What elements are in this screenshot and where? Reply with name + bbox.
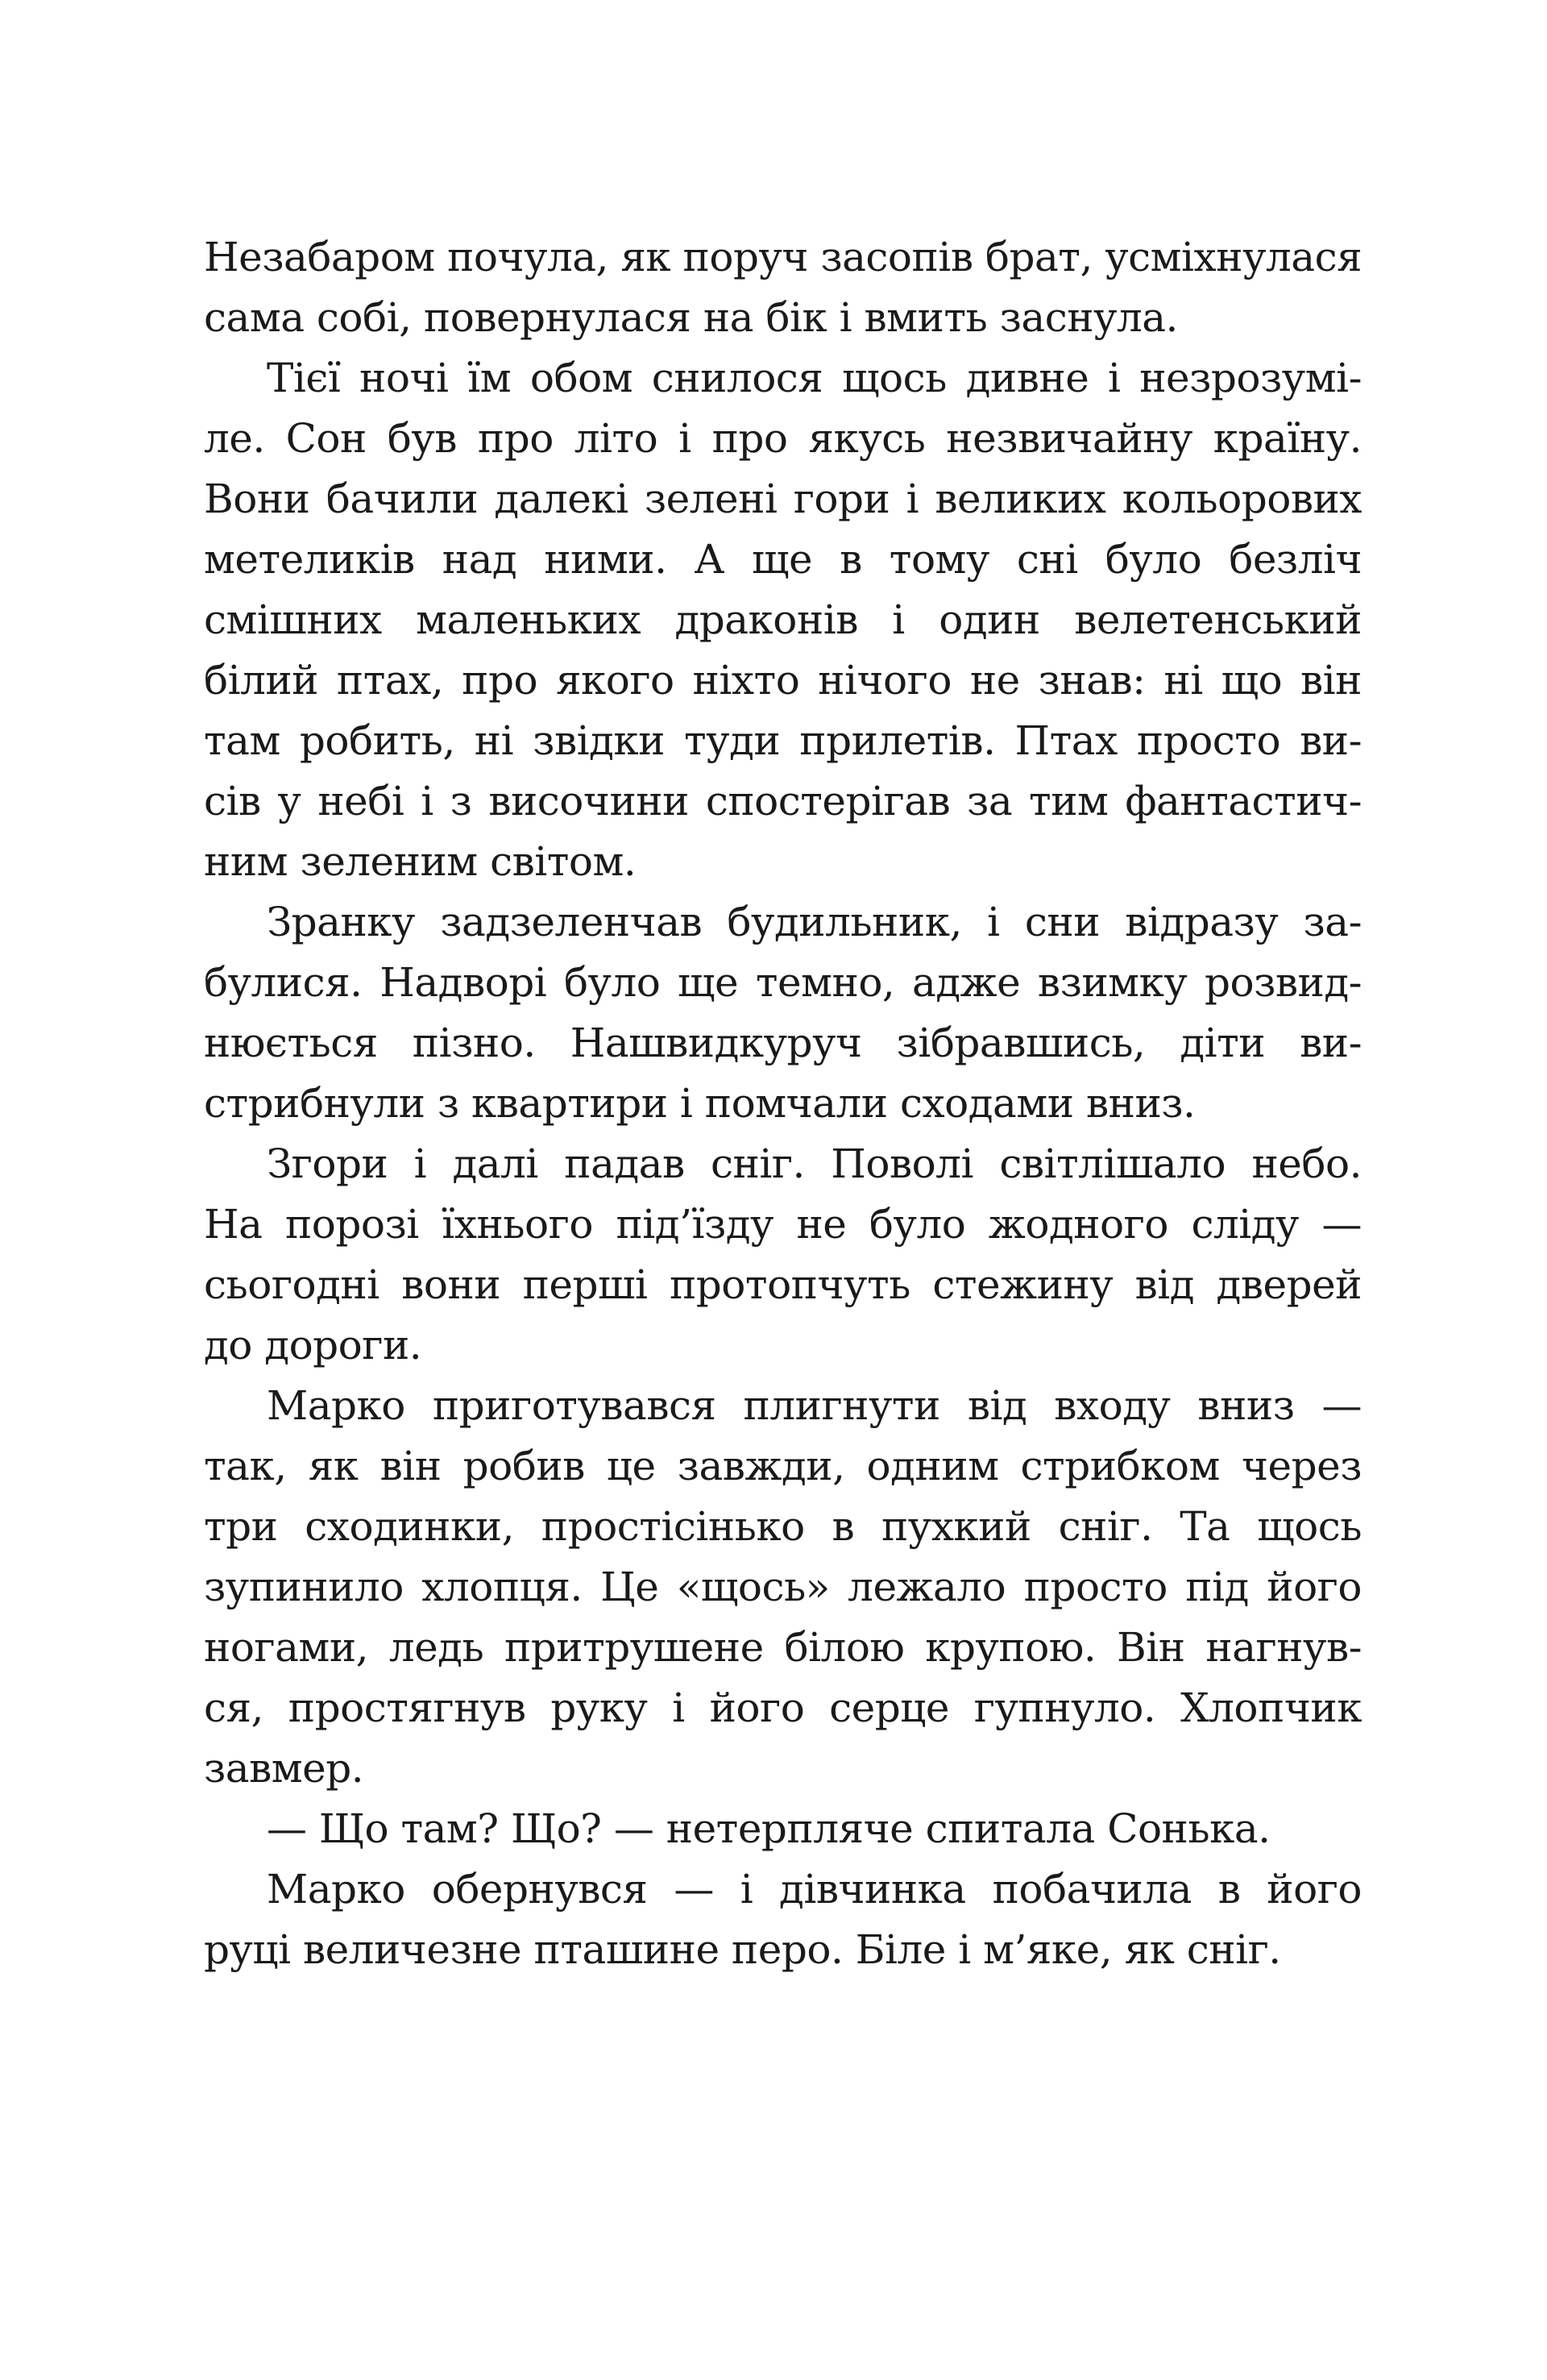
text-line: зупинило хлопця. Це «щось» лежало просто під його xyxy=(204,1564,1362,1610)
text-line: Тієї ночі їм обом снилося щось дивне і незрозумі- xyxy=(267,355,1362,401)
text-line: смішних маленьких драконів і один велетенський xyxy=(204,596,1362,643)
paragraph-4 xyxy=(204,1134,1362,1376)
paragraph-7 xyxy=(204,1859,1362,1980)
book-page xyxy=(204,227,1362,1980)
paragraph-1 xyxy=(204,227,1362,348)
text-line: метеликів над ними. А ще в тому сні було безліч xyxy=(204,536,1362,583)
text-line: так, як він робив це завжди, одним стрибком через xyxy=(204,1443,1362,1489)
text-line: до дороги. xyxy=(204,1322,422,1369)
text-line: ся, простягнув руку і його серце гупнуло. Хлопчик xyxy=(204,1684,1362,1731)
text-line: ногами, ледь притрушене білою крупою. Він нагнув- xyxy=(204,1624,1362,1671)
text-line: сів у небі і з височини спостерігав за тим фантастич- xyxy=(204,778,1362,824)
text-line: Зранку задзеленчав будильник, і сни відразу за- xyxy=(267,899,1362,945)
text-line: сьогодні вони перші протопчуть стежину від дверей xyxy=(204,1261,1362,1308)
text-line: Марко приготувався плигнути від входу вниз — xyxy=(267,1382,1362,1429)
text-line: завмер. xyxy=(204,1745,364,1792)
text-line: Незабаром почула, як поруч засопів брат, усміхнулася xyxy=(204,234,1362,280)
text-line: На порозі їхнього під’їзду не було жодного сліду — xyxy=(204,1201,1362,1248)
text-line: ле. Сон був про літо і про якусь незвичайну країну. xyxy=(204,415,1362,462)
text-line: нюється пізно. Нашвидкуруч зібравшись, діти ви- xyxy=(204,1020,1362,1066)
text-line: там робить, ні звідки туди прилетів. Птах просто ви- xyxy=(204,717,1362,764)
text-line: три сходинки, простісінько в пухкий сніг. Та щось xyxy=(204,1503,1362,1550)
text-line: Марко обернувся — і дівчинка побачила в його xyxy=(267,1866,1362,1913)
paragraph-2 xyxy=(204,348,1362,892)
text-line: стрибнули з квартири і помчали сходами вниз. xyxy=(204,1080,1196,1127)
paragraph-3 xyxy=(204,892,1362,1134)
text-line: Згори і далі падав сніг. Поволі світлішало небо. xyxy=(267,1140,1362,1187)
text-line: білий птах, про якого ніхто нічого не знав: ні що він xyxy=(204,657,1362,704)
text-line: булися. Надворі було ще темно, адже взимку розвид- xyxy=(204,959,1362,1006)
paragraph-5 xyxy=(204,1376,1362,1799)
paragraph-6-dialogue xyxy=(204,1799,1362,1859)
text-line: ним зеленим світом. xyxy=(204,838,637,885)
text-line: — Що там? Що? — нетерпляче спитала Сонька. xyxy=(267,1805,1271,1852)
text-line: руці величезне пташине перо. Біле і м’яке, як сніг. xyxy=(204,1926,1281,1973)
text-line: сама собі, повернулася на бік і вмить заснула. xyxy=(204,294,1178,341)
text-line: Вони бачили далекі зелені гори і великих кольорових xyxy=(204,476,1362,522)
